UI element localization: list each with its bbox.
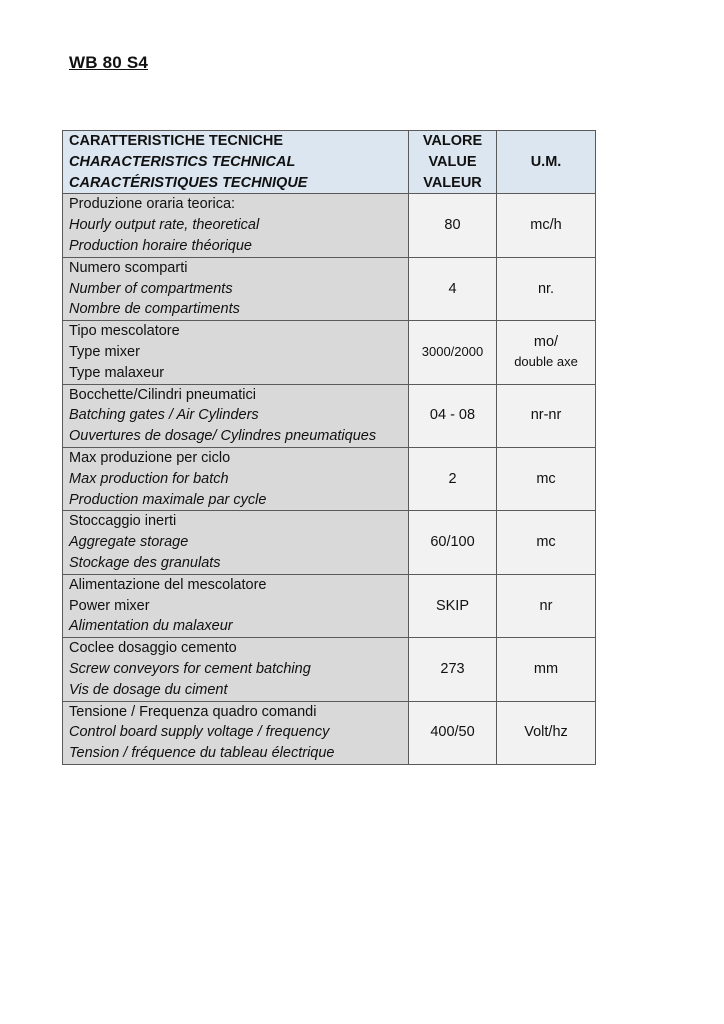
header-desc-en: CHARACTERISTICS TECHNICAL bbox=[69, 153, 296, 170]
label-en: Max production for batch bbox=[69, 470, 229, 487]
description-cell bbox=[63, 638, 409, 701]
value-cell: 04 - 08 bbox=[409, 384, 497, 447]
table-row bbox=[63, 701, 596, 764]
unit-cell: mc bbox=[497, 511, 596, 574]
table-row bbox=[63, 321, 596, 384]
label-it: Stoccaggio inerti bbox=[69, 513, 177, 530]
value-cell: 60/100 bbox=[409, 511, 497, 574]
label-it: Alimentazione del mescolatore bbox=[69, 576, 267, 593]
label-en: Screw conveyors for cement batching bbox=[69, 660, 311, 677]
label-fr: Ouvertures de dosage/ Cylindres pneumatiques bbox=[69, 428, 377, 445]
unit-cell bbox=[497, 321, 596, 384]
label-it: Tipo mescolatore bbox=[69, 323, 180, 340]
label-it: Produzione oraria teorica: bbox=[69, 196, 236, 213]
label-fr: Tension / fréquence du tableau électrique bbox=[69, 745, 335, 762]
table-header-row bbox=[63, 131, 596, 194]
header-value-it: VALORE bbox=[422, 133, 483, 149]
description-cell bbox=[63, 574, 409, 637]
description-cell bbox=[63, 447, 409, 510]
label-it: Numero scomparti bbox=[69, 259, 188, 276]
label-it: Max produzione per ciclo bbox=[69, 449, 231, 466]
spec-table bbox=[62, 130, 596, 765]
label-fr: Production horaire théorique bbox=[69, 237, 252, 254]
label-fr: Production maximale par cycle bbox=[69, 491, 267, 508]
label-en: Power mixer bbox=[69, 597, 150, 614]
label-fr: Vis de dosage du ciment bbox=[69, 681, 228, 698]
value-cell: 3000/2000 bbox=[409, 321, 497, 384]
header-value-en: VALUE bbox=[428, 153, 477, 170]
label-en: Control board supply voltage / frequency bbox=[69, 724, 330, 741]
label-fr: Type malaxeur bbox=[69, 364, 165, 381]
label-it: Bocchette/Cilindri pneumatici bbox=[69, 386, 256, 403]
description-cell bbox=[63, 511, 409, 574]
unit-cell: Volt/hz bbox=[497, 701, 596, 764]
label-en: Type mixer bbox=[69, 343, 140, 360]
table-row bbox=[63, 447, 596, 510]
value-cell: 400/50 bbox=[409, 701, 497, 764]
label-en: Hourly output rate, theoretical bbox=[69, 217, 260, 234]
description-cell bbox=[63, 321, 409, 384]
label-en: Batching gates / Air Cylinders bbox=[69, 407, 259, 424]
table-row bbox=[63, 384, 596, 447]
document-title: WB 80 S4 bbox=[69, 53, 149, 72]
description-cell bbox=[63, 384, 409, 447]
label-it: Tensione / Frequenza quadro comandi bbox=[69, 703, 317, 720]
table-row bbox=[63, 511, 596, 574]
unit-cell: mc bbox=[497, 447, 596, 510]
header-desc-fr: CARACTÉRISTIQUES TECHNIQUE bbox=[69, 174, 308, 191]
unit-cell: nr. bbox=[497, 257, 596, 320]
unit-line-2: double axe bbox=[514, 354, 578, 370]
label-en: Number of compartments bbox=[69, 280, 233, 297]
table-row bbox=[63, 638, 596, 701]
table-row bbox=[63, 194, 596, 257]
header-desc-it: CARATTERISTICHE TECNICHE bbox=[69, 133, 284, 149]
table-row bbox=[63, 257, 596, 320]
value-cell: 80 bbox=[409, 194, 497, 257]
table-row bbox=[63, 574, 596, 637]
label-fr: Nombre de compartiments bbox=[69, 301, 240, 318]
header-description-cell bbox=[63, 131, 409, 194]
unit-cell: mm bbox=[497, 638, 596, 701]
label-it: Coclee dosaggio cemento bbox=[69, 640, 237, 657]
header-value-fr: VALEUR bbox=[423, 174, 482, 191]
header-unit-cell: U.M. bbox=[497, 131, 596, 194]
label-fr: Alimentation du malaxeur bbox=[69, 618, 233, 635]
label-fr: Stockage des granulats bbox=[69, 554, 221, 571]
unit-cell: mc/h bbox=[497, 194, 596, 257]
label-en: Aggregate storage bbox=[69, 534, 189, 551]
header-value-cell bbox=[409, 131, 497, 194]
value-cell: SKIP bbox=[409, 574, 497, 637]
value-cell: 4 bbox=[409, 257, 497, 320]
unit-line-1: mo/ bbox=[533, 333, 559, 350]
description-cell bbox=[63, 194, 409, 257]
value-cell: 273 bbox=[409, 638, 497, 701]
value-cell: 2 bbox=[409, 447, 497, 510]
unit-cell: nr-nr bbox=[497, 384, 596, 447]
description-cell bbox=[63, 257, 409, 320]
description-cell bbox=[63, 701, 409, 764]
unit-cell: nr bbox=[497, 574, 596, 637]
